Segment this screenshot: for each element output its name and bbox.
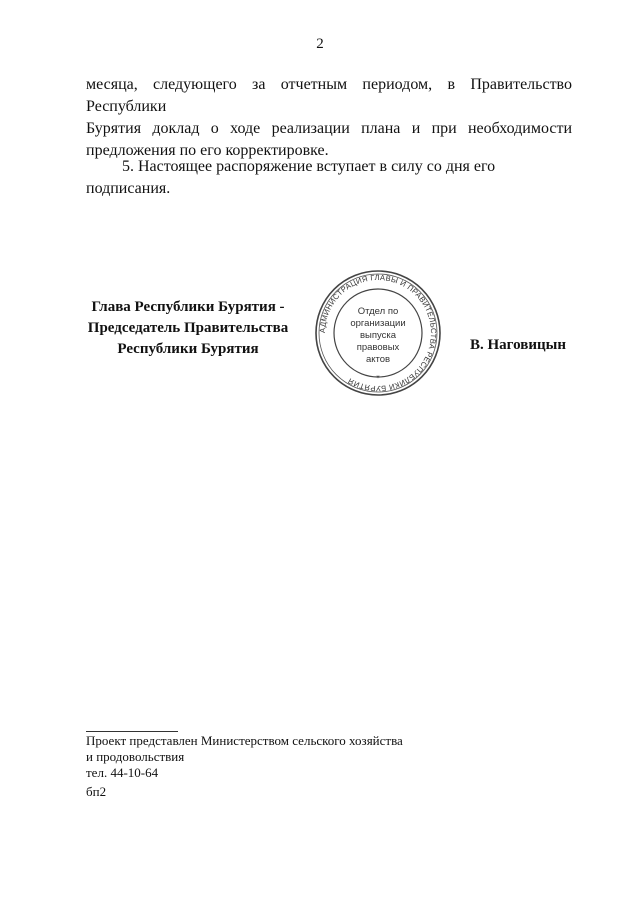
footnote-divider (86, 731, 178, 732)
seal-center-line: выпуска (359, 330, 397, 341)
seal-star: * (376, 374, 380, 382)
signatory-position (60, 297, 316, 360)
document-code: бп2 (86, 784, 107, 799)
official-seal-stamp (313, 268, 443, 398)
paragraph-continuation (86, 74, 572, 162)
paragraph-line: предложения по его корректировке. (86, 142, 329, 159)
seal-center-line: Отдел по (357, 306, 399, 317)
signatory-position-line: Председатель Правительства (87, 320, 289, 336)
seal-center-line: организации (350, 318, 406, 329)
signatory-position-line: Глава Республики Бурятия - (91, 299, 285, 315)
seal-center-line: правовых (356, 342, 400, 353)
paragraph-item-5: 5. Настоящее распоряжение вступает в силу со дня его подписания. (86, 158, 496, 197)
seal-ring-textpath: АДМИНИСТРАЦИЯ ГЛАВЫ И ПРАВИТЕЛЬСТВА РЕСПУБЛИКИ БУРЯТИЯ (317, 272, 439, 394)
footnote-line: тел. 44-10-64 (86, 765, 159, 780)
paragraph-line: Бурятия доклад о ходе реализации плана и при необходимости (86, 120, 572, 137)
signatory-position-line: Республики Бурятия (117, 341, 259, 357)
seal-center-text (350, 306, 405, 365)
footnote-line: Проект представлен Министерством сельского хозяйства (86, 733, 403, 748)
footnote (86, 733, 403, 781)
seal-center-line: актов (365, 354, 391, 365)
page-number: 2 (316, 36, 324, 52)
footnote-line: и продовольствия (86, 749, 185, 764)
paragraph-line: месяца, следующего за отчетным периодом, в Правительство Республики (86, 76, 572, 115)
signatory-name: В. Наговицын (470, 337, 566, 353)
